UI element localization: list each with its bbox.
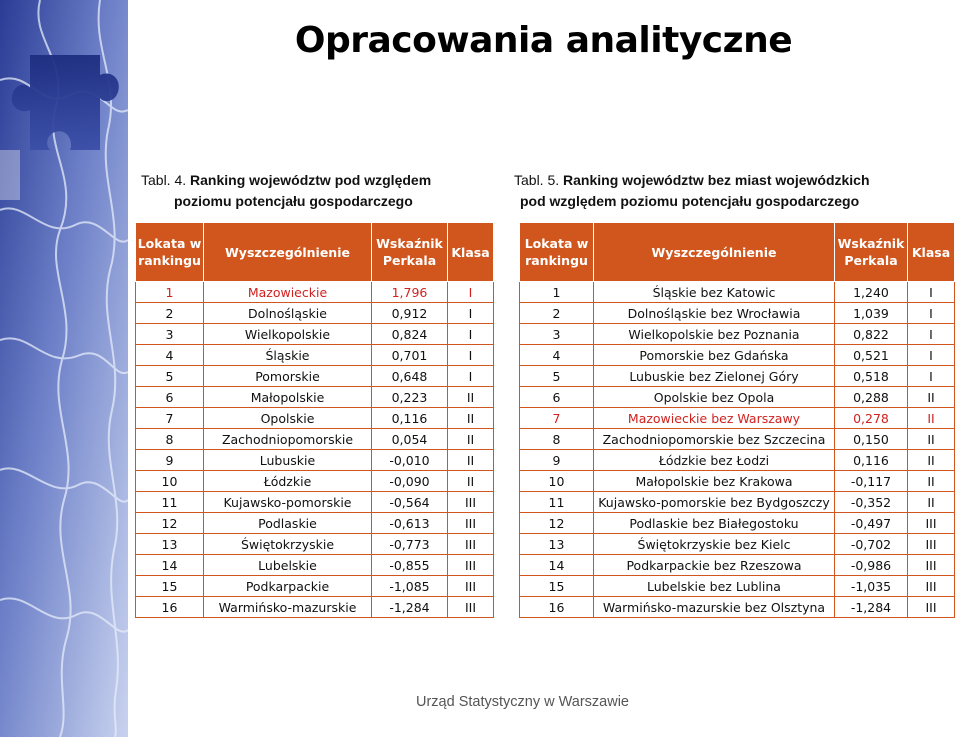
table5-row — [520, 492, 955, 513]
table4-row — [136, 387, 494, 408]
table4-cell-class: II — [448, 429, 494, 450]
table5-cell-index: -0,497 — [835, 513, 908, 534]
table4-header-index: Wskaźnik Perkala — [372, 223, 448, 282]
table4-cell-index: 0,824 — [372, 324, 448, 345]
table4-cell-index: 0,701 — [372, 345, 448, 366]
table5-header-class: Klasa — [908, 223, 955, 282]
table5-cell-index: -0,702 — [835, 534, 908, 555]
table5-cell-rank: 3 — [520, 324, 594, 345]
table5-cell-name: Podkarpackie bez Rzeszowa — [594, 555, 835, 576]
table4-cell-class: III — [448, 513, 494, 534]
table4-header-class: Klasa — [448, 223, 494, 282]
table4-cell-class: I — [448, 282, 494, 303]
table5-cell-class: II — [908, 429, 955, 450]
table4-cell-class: II — [448, 471, 494, 492]
table4-cell-name: Warmińsko-mazurskie — [204, 597, 372, 618]
table4-cell-index: -0,855 — [372, 555, 448, 576]
table5-cell-name: Opolskie bez Opola — [594, 387, 835, 408]
table4-cell-class: I — [448, 303, 494, 324]
table4-cell-name: Małopolskie — [204, 387, 372, 408]
table4-cell-rank: 15 — [136, 576, 204, 597]
table4-cell-index: 0,054 — [372, 429, 448, 450]
table5-cell-rank: 1 — [520, 282, 594, 303]
footer-text — [128, 694, 959, 710]
table4-cell-rank: 5 — [136, 366, 204, 387]
table4-cell-index: 0,648 — [372, 366, 448, 387]
table5-cell-class: II — [908, 492, 955, 513]
table4-cell-name: Podlaskie — [204, 513, 372, 534]
table4-row — [136, 555, 494, 576]
table5-caption-prefix: Tabl. 5. — [514, 172, 560, 188]
table4-row — [136, 282, 494, 303]
table4-cell-index: 0,912 — [372, 303, 448, 324]
table4-cell-rank: 8 — [136, 429, 204, 450]
table5-cell-rank: 16 — [520, 597, 594, 618]
table5-cell-index: -1,035 — [835, 576, 908, 597]
table5-cell-name: Lubelskie bez Lublina — [594, 576, 835, 597]
table5-row — [520, 450, 955, 471]
table4-cell-index: -1,284 — [372, 597, 448, 618]
table5-row — [520, 282, 955, 303]
table5-row — [520, 597, 955, 618]
table5-cell-class: III — [908, 555, 955, 576]
table5-cell-name: Śląskie bez Katowic — [594, 282, 835, 303]
table4-cell-class: II — [448, 408, 494, 429]
table5-caption-line1: Ranking województw bez miast wojewódzkich — [563, 172, 870, 188]
table5-cell-class: I — [908, 282, 955, 303]
table5-cell-rank: 5 — [520, 366, 594, 387]
table5-caption — [514, 170, 954, 212]
table5-cell-index: 1,039 — [835, 303, 908, 324]
table5-body — [520, 282, 955, 618]
table4-cell-rank: 14 — [136, 555, 204, 576]
table4-cell-rank: 4 — [136, 345, 204, 366]
table4-cell-index: 0,223 — [372, 387, 448, 408]
table5-row — [520, 513, 955, 534]
table4-cell-name: Opolskie — [204, 408, 372, 429]
table5-header-name: Wyszczególnienie — [594, 223, 835, 282]
table5-cell-class: I — [908, 366, 955, 387]
table5-cell-class: III — [908, 576, 955, 597]
table5-cell-name: Łódzkie bez Łodzi — [594, 450, 835, 471]
table4-cell-name: Mazowieckie — [204, 282, 372, 303]
table4-cell-class: III — [448, 492, 494, 513]
table5-row — [520, 555, 955, 576]
table5-cell-rank: 14 — [520, 555, 594, 576]
table4-cell-name: Łódzkie — [204, 471, 372, 492]
table4-cell-class: II — [448, 387, 494, 408]
table4-cell-class: III — [448, 555, 494, 576]
table5-row — [520, 345, 955, 366]
table5-cell-class: III — [908, 597, 955, 618]
table5-cell-rank: 9 — [520, 450, 594, 471]
table4-cell-rank: 9 — [136, 450, 204, 471]
table4-cell-rank: 16 — [136, 597, 204, 618]
table4-cell-class: III — [448, 576, 494, 597]
table4-cell-rank: 10 — [136, 471, 204, 492]
table4-cell-index: -0,090 — [372, 471, 448, 492]
table5-cell-index: -0,117 — [835, 471, 908, 492]
table4-cell-rank: 1 — [136, 282, 204, 303]
table5-cell-rank: 10 — [520, 471, 594, 492]
table4-row — [136, 534, 494, 555]
table4-header-rank: Lokata w rankingu — [136, 223, 204, 282]
table5-cell-class: III — [908, 513, 955, 534]
table5-cell-name: Zachodniopomorskie bez Szczecina — [594, 429, 835, 450]
table5-row — [520, 324, 955, 345]
table5-cell-rank: 13 — [520, 534, 594, 555]
table5-cell-name: Podlaskie bez Białegostoku — [594, 513, 835, 534]
page-title: Opracowania analityczne — [294, 20, 793, 61]
table4-row — [136, 450, 494, 471]
table4-row — [136, 576, 494, 597]
table4-cell-name: Dolnośląskie — [204, 303, 372, 324]
table5-cell-name: Dolnośląskie bez Wrocławia — [594, 303, 835, 324]
table5-cell-class: II — [908, 471, 955, 492]
table5-cell-index: -0,352 — [835, 492, 908, 513]
table4-row — [136, 471, 494, 492]
table5-cell-name: Mazowieckie bez Warszawy — [594, 408, 835, 429]
puzzle-decoration-image — [0, 0, 128, 737]
table5-cell-name: Wielkopolskie bez Poznania — [594, 324, 835, 345]
table4-row — [136, 303, 494, 324]
table4-cell-rank: 3 — [136, 324, 204, 345]
table5-cell-rank: 4 — [520, 345, 594, 366]
table5-row — [520, 534, 955, 555]
table4-cell-name: Świętokrzyskie — [204, 534, 372, 555]
table4-ranking — [135, 222, 494, 618]
table4-cell-rank: 11 — [136, 492, 204, 513]
table5-row — [520, 429, 955, 450]
table4-row — [136, 597, 494, 618]
table4-cell-name: Pomorskie — [204, 366, 372, 387]
table4-cell-name: Kujawsko-pomorskie — [204, 492, 372, 513]
table4-cell-class: II — [448, 450, 494, 471]
table5-caption-line2: pod względem poziomu potencjału gospodarczego — [520, 193, 860, 209]
table4-row — [136, 324, 494, 345]
table4-cell-class: III — [448, 534, 494, 555]
table4-cell-class: I — [448, 366, 494, 387]
table5-cell-rank: 6 — [520, 387, 594, 408]
table5-row — [520, 471, 955, 492]
table5-row — [520, 303, 955, 324]
table4-caption-prefix: Tabl. 4. — [141, 172, 187, 188]
table4-row — [136, 513, 494, 534]
table5-cell-class: I — [908, 345, 955, 366]
table4-header-row — [136, 223, 494, 282]
table5-cell-class: II — [908, 387, 955, 408]
table5-cell-name: Małopolskie bez Krakowa — [594, 471, 835, 492]
table4-cell-name: Podkarpackie — [204, 576, 372, 597]
table5-cell-name: Świętokrzyskie bez Kielc — [594, 534, 835, 555]
table5-cell-rank: 15 — [520, 576, 594, 597]
table5-cell-index: 0,116 — [835, 450, 908, 471]
table4-cell-index: -0,010 — [372, 450, 448, 471]
table4-cell-index: -1,085 — [372, 576, 448, 597]
table4-cell-name: Zachodniopomorskie — [204, 429, 372, 450]
table5-row — [520, 576, 955, 597]
table4-cell-rank: 12 — [136, 513, 204, 534]
table5-cell-class: II — [908, 408, 955, 429]
table5-header-row — [520, 223, 955, 282]
table5-header-rank: Lokata w rankingu — [520, 223, 594, 282]
table4-cell-index: -0,773 — [372, 534, 448, 555]
table5-row — [520, 366, 955, 387]
table4-row — [136, 408, 494, 429]
table5-cell-rank: 7 — [520, 408, 594, 429]
table5-cell-class: II — [908, 450, 955, 471]
table5-cell-rank: 2 — [520, 303, 594, 324]
table5-cell-class: I — [908, 303, 955, 324]
table4-row — [136, 429, 494, 450]
table5-cell-rank: 12 — [520, 513, 594, 534]
table5-cell-index: 0,288 — [835, 387, 908, 408]
table4-row — [136, 366, 494, 387]
table5-cell-class: I — [908, 324, 955, 345]
table5-cell-index: 0,278 — [835, 408, 908, 429]
table4-body — [136, 282, 494, 618]
table5-cell-class: III — [908, 534, 955, 555]
table4-cell-rank: 13 — [136, 534, 204, 555]
table5-cell-rank: 8 — [520, 429, 594, 450]
table4-cell-class: I — [448, 345, 494, 366]
table5-cell-index: 1,240 — [835, 282, 908, 303]
table4-row — [136, 492, 494, 513]
table5-ranking — [519, 222, 955, 618]
table4-cell-name: Śląskie — [204, 345, 372, 366]
table5-cell-index: -0,986 — [835, 555, 908, 576]
table5-cell-name: Kujawsko-pomorskie bez Bydgoszczy — [594, 492, 835, 513]
table4-row — [136, 345, 494, 366]
table5-row — [520, 387, 955, 408]
table4-cell-index: 1,796 — [372, 282, 448, 303]
table4-cell-name: Wielkopolskie — [204, 324, 372, 345]
table5-cell-name: Warmińsko-mazurskie bez Olsztyna — [594, 597, 835, 618]
table4-cell-index: 0,116 — [372, 408, 448, 429]
table4-cell-class: III — [448, 597, 494, 618]
table4-caption-line2: poziomu potencjału gospodarczego — [174, 193, 413, 209]
table4-caption — [141, 170, 511, 212]
table4-cell-class: I — [448, 324, 494, 345]
table5-cell-name: Pomorskie bez Gdańska — [594, 345, 835, 366]
table5-row — [520, 408, 955, 429]
table4-cell-name: Lubelskie — [204, 555, 372, 576]
table4-cell-index: -0,564 — [372, 492, 448, 513]
table5-header-index: Wskaźnik Perkala — [835, 223, 908, 282]
footer-label: Urząd Statystyczny w Warszawie — [416, 694, 629, 710]
table4-cell-name: Lubuskie — [204, 450, 372, 471]
table4-cell-rank: 6 — [136, 387, 204, 408]
table5-cell-index: 0,521 — [835, 345, 908, 366]
table4-cell-rank: 7 — [136, 408, 204, 429]
table5-cell-index: 0,518 — [835, 366, 908, 387]
table5-cell-index: 0,822 — [835, 324, 908, 345]
table4-caption-line1: Ranking województw pod względem — [190, 172, 432, 188]
table5-cell-rank: 11 — [520, 492, 594, 513]
table5-cell-index: 0,150 — [835, 429, 908, 450]
table4-cell-index: -0,613 — [372, 513, 448, 534]
table5-cell-name: Lubuskie bez Zielonej Góry — [594, 366, 835, 387]
table4-cell-rank: 2 — [136, 303, 204, 324]
table4-header-name: Wyszczególnienie — [204, 223, 372, 282]
table5-cell-index: -1,284 — [835, 597, 908, 618]
